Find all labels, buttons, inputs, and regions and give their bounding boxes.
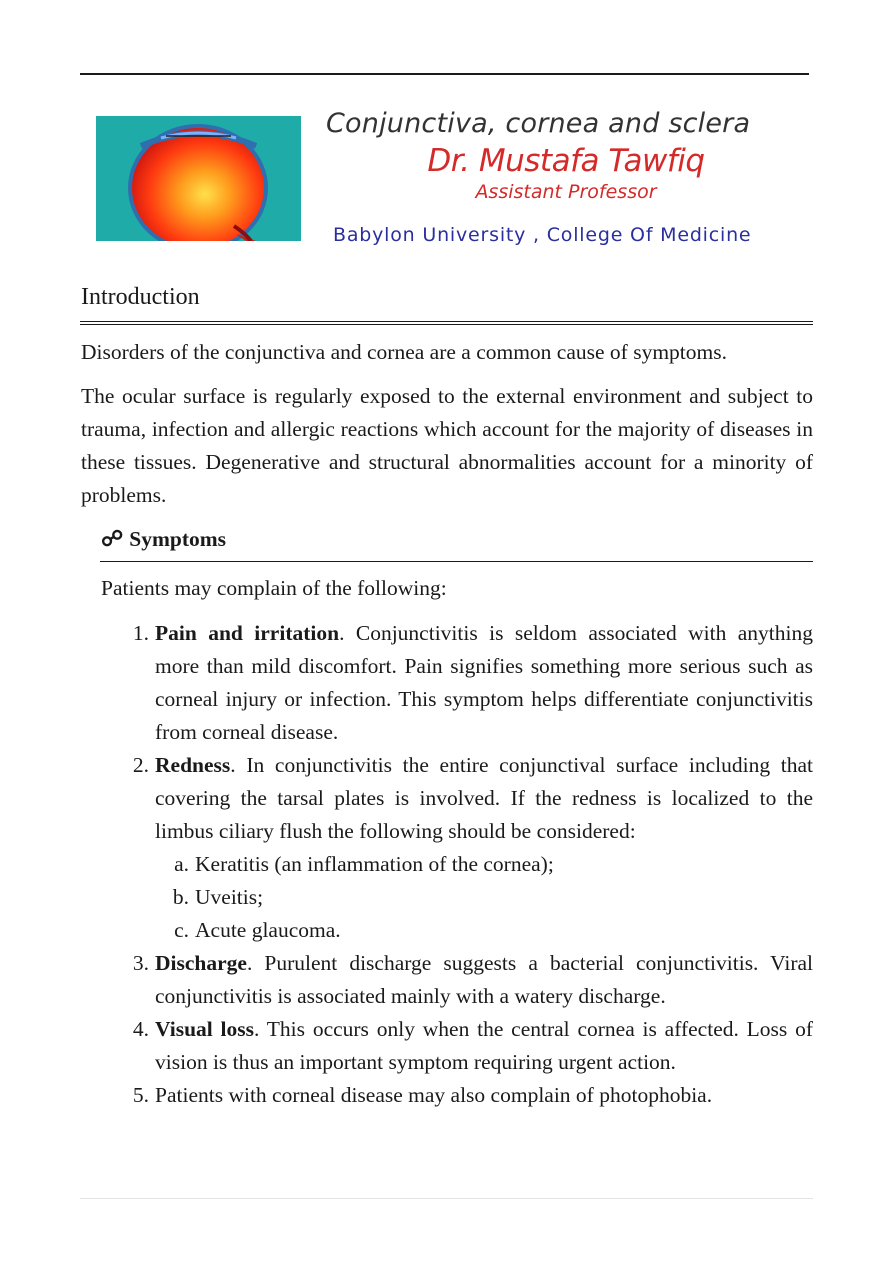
sub-list-item — [101, 881, 813, 914]
symptoms-list — [101, 572, 813, 1112]
list-item — [101, 947, 813, 1013]
introduction-rule — [80, 321, 813, 325]
intro-paragraph-2: The ocular surface is regularly exposed to the external environment and subject to trauma, infection and allergic reactions which account for the majority of diseases in these tissues. Degenerative and structural abnormalities account for a minority of problems. — [81, 384, 813, 507]
list-item-body — [155, 947, 813, 1013]
symptoms-rule — [100, 561, 813, 562]
list-item-text: . This occurs only when the central cornea is affected. Loss of vision is thus an important symptom requiring urgent action. — [155, 1017, 813, 1074]
list-item — [101, 1079, 813, 1112]
list-item-body — [155, 1013, 813, 1079]
list-item-term: Discharge — [155, 951, 247, 975]
list-number: 4. — [132, 1017, 149, 1041]
list-item — [101, 749, 813, 848]
ornament-icon: ☍ — [101, 526, 124, 551]
sub-list-letter: c. — [174, 918, 189, 942]
sub-list-item — [101, 914, 813, 947]
list-item-text: . Conjunctivitis is seldom associated with anything more than mild discomfort. Pain signifies something more serious such as corneal injury or infection. This symptom helps differentiate conjunctivitis from corneal disease. — [155, 621, 813, 744]
sub-list-letter: b. — [172, 885, 189, 909]
list-number: 1. — [132, 621, 149, 645]
list-item-body — [155, 1079, 813, 1112]
list-item-term: Redness — [155, 753, 231, 777]
footer-rule — [80, 1198, 813, 1199]
list-item-term: Pain and irritation — [155, 621, 340, 645]
sub-list-text: Uveitis; — [195, 885, 264, 909]
list-number: 3. — [132, 951, 149, 975]
list-item-term: Visual loss — [155, 1017, 255, 1041]
sub-list-text: Acute glaucoma. — [195, 918, 341, 942]
introduction-heading: Introduction — [81, 284, 200, 310]
eye-anatomy-image — [96, 116, 301, 241]
document-title: Conjunctiva, cornea and sclera — [326, 108, 751, 139]
list-item-body — [155, 749, 813, 848]
list-item-text: . In conjunctivitis the entire conjunctival surface including that covering the tarsal plates is involved. If the redness is localized to the limbus ciliary flush the following should be considered: — [155, 753, 813, 843]
list-item — [101, 1013, 813, 1079]
symptoms-heading-label: Symptoms — [129, 526, 227, 551]
list-number: 2. — [132, 753, 149, 777]
list-item-body — [155, 617, 813, 749]
symptoms-intro: Patients may complain of the following: — [101, 576, 447, 600]
list-item-text: . Purulent discharge suggests a bacterial conjunctivitis. Viral conjunctivitis is associated mainly with a watery discharge. — [155, 951, 813, 1008]
list-number: 5. — [132, 1083, 149, 1107]
top-rule — [80, 73, 809, 75]
sub-list-text: Keratitis (an inflammation of the cornea); — [195, 852, 554, 876]
symptoms-heading — [101, 526, 226, 552]
sub-list-letter: a. — [174, 852, 189, 876]
list-item-text: Patients with corneal disease may also complain of photophobia. — [155, 1083, 713, 1107]
intro-paragraph-1: Disorders of the conjunctiva and cornea are a common cause of symptoms. — [81, 340, 727, 364]
list-item — [101, 617, 813, 749]
sub-list-item — [101, 848, 813, 881]
author-role: Assistant Professor — [475, 181, 657, 203]
author-name: Dr. Mustafa Tawfiq — [427, 143, 705, 179]
institution-name: Babylon University , College Of Medicine — [333, 224, 752, 246]
eye-illustration-icon — [96, 116, 301, 241]
